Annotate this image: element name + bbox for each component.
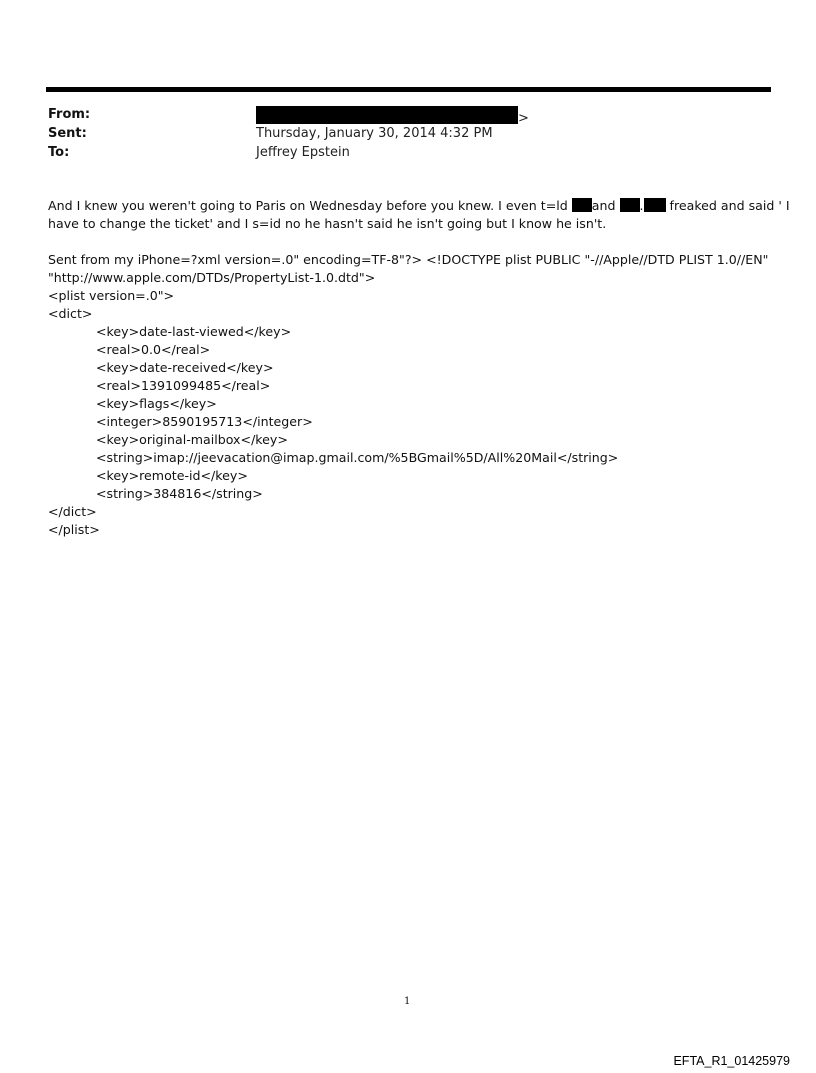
sent-label: Sent:	[48, 126, 87, 141]
dict-line: <real>0.0</real>	[96, 342, 211, 357]
page-number: 1	[404, 996, 411, 1007]
message-line-6: <dict>	[48, 306, 93, 321]
message-close-plist: </plist>	[48, 522, 100, 537]
message-line-1-part-b: and	[591, 198, 616, 213]
document-id: EFTA_R1_01425979	[673, 1054, 790, 1068]
to-value: Jeffrey Epstein	[256, 145, 350, 160]
from-suffix: >	[518, 111, 529, 126]
message-line-2: have to change the ticket' and I s=id no he hasn't said he isn't going but I know he isn't.	[48, 216, 607, 231]
to-label: To:	[48, 145, 70, 160]
from-label: From:	[48, 107, 91, 122]
message-line-5: <plist version=.0">	[48, 288, 175, 303]
dict-line: <key>original-mailbox</key>	[96, 432, 288, 447]
dict-line: <key>remote-id</key>	[96, 468, 248, 483]
redaction-box	[572, 198, 592, 212]
dict-line: <string>384816</string>	[96, 486, 263, 501]
message-line-1-part-c: .	[639, 198, 644, 213]
redaction-box	[256, 106, 518, 124]
dict-line: <key>flags</key>	[96, 396, 217, 411]
dict-line: <key>date-received</key>	[96, 360, 274, 375]
dict-line: <real>1391099485</real>	[96, 378, 271, 393]
message-line-3: Sent from my iPhone=?xml version=.0" encoding=TF-8"?> <!DOCTYPE plist PUBLIC "-//Apple//DTD PLIST 1.0//EN"	[48, 252, 769, 267]
dict-line: <string>imap://jeevacation@imap.gmail.com/%5BGmail%5D/All%20Mail</string>	[96, 450, 619, 465]
message-line-4: "http://www.apple.com/DTDs/PropertyList-1.0.dtd">	[48, 270, 376, 285]
dict-line: <key>date-last-viewed</key>	[96, 324, 292, 339]
message-line-1-part-d: freaked and said ' I	[669, 198, 790, 213]
sent-value: Thursday, January 30, 2014 4:32 PM	[256, 126, 493, 141]
message-close-dict: </dict>	[48, 504, 97, 519]
dict-line: <integer>8590195713</integer>	[96, 414, 313, 429]
header-rule	[46, 87, 771, 92]
redaction-box	[620, 198, 640, 212]
redaction-box	[644, 198, 666, 212]
message-line-1	[48, 197, 790, 215]
message-line-1-part-a: And I knew you weren't going to Paris on Wednesday before you knew. I even t=ld	[48, 198, 568, 213]
